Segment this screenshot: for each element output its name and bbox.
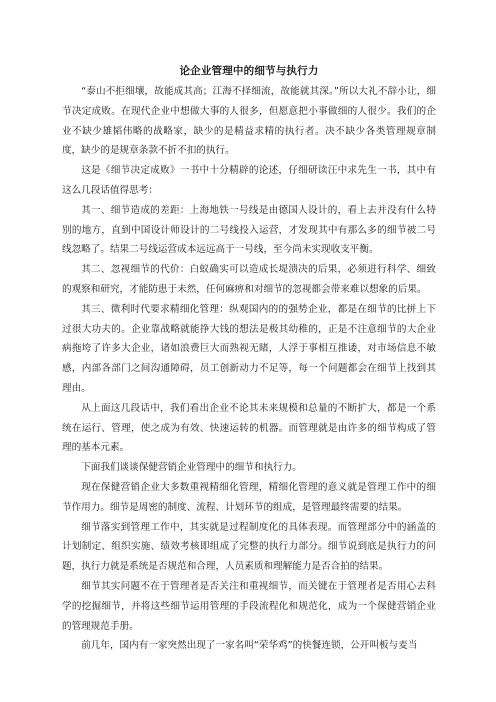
paragraph-point-one: 其一、细节造成的差距：上海地铁一号线是由德国人设计的，看上去并没有什么特别的地方，直到中国设计师设计的二号线投入运营，才发现其中有那么多的细节被二号线忽略了。结果二号线运营成本远远高于一号线，至今尚未实现收支平衡。 xyxy=(62,204,436,256)
paragraph-point-three: 其三、微利时代要求精细化管理：纵观国内的的强势企业，都是在细节的比拼上下过很大功夫的。企业靠战略就能挣大钱的想法是极其幼稚的，正是不注意细节的大企业病拖垮了许多大企业，诸如浪费巨大而熟视无睹，人浮于事相互推诿，对市场信息不敏感，内部各部门之间沟通障碍，员工创新动力不足等，每一个问题都会在细节上找到其理由。 xyxy=(62,303,436,394)
paragraph-ronghua-chicken: 前几年，国内有一家突然出现了一家名叫“荣华鸡”的快餐连锁，公开叫板与麦当 xyxy=(81,640,418,652)
paragraph-refined-management: 现在保健营销企业大多数重视精细化管理，精细化管理的意义就是管理工作中的细节作用力。细节是周密的制度、流程、计划环节的组成，是管理最终需要的结果。 xyxy=(62,481,436,513)
paragraph-manual: 细节其实问题不在于管理者是否关注和重视细节，而关键在于管理者是否用心去科学的挖掘细节，并将这些细节运用管理的手段流程化和规范化，成为一个保健营销企业的管理规范手册。 xyxy=(62,580,436,632)
paragraph-book-intro: 这是《细节决定成败》一书中十分精辟的论述，仔细研读汪中求先生一书，其中有这么几段话值得思考： xyxy=(62,165,436,196)
document-title: 论企业管理中的细节与执行力 xyxy=(179,65,319,77)
paragraph-taishan-quote: “泰山不拒细壤，故能成其高；江海不择细流，故能就其深。”所以大礼不辞小让，细节决定成败。在现代企业中想做大事的人很多，但愿意把小事做细的人很少。我们的企业不缺少雄韬伟略的战略家，缺少的是精益求精的执行者。决不缺少各类管理规章制度，缺少的是规章条款不折不扣的执行。 xyxy=(62,86,436,157)
paragraph-transition: 下面我们谈谈保健营销企业管理中的细节和执行力。 xyxy=(81,462,302,474)
paragraph-point-two: 其二、忽视细节的代价：白蚁确实可以造成长堤溃决的后果，必须进行科学、细致的观察和研究，才能防患于未然，任何麻痹和对细节的忽视都会带来难以想象的后果。 xyxy=(62,264,436,295)
document-body xyxy=(62,64,436,656)
paragraph-system-management: 从上面这几段话中，我们看出企业不论其未来规模和总量的不断扩大，都是一个系统在运行、管理，使之成为有效、快速运转的机器。而管理就是由许多的细节构成了管理的基本元素。 xyxy=(62,402,436,454)
paragraph-execution: 细节落实到管理工作中，其实就是过程制度化的具体表现。而管理部分中的涵盖的计划制定、组织实施、绩效考核即组成了完整的执行力部分。细节说到底是执行力的问题，执行力就是系统是否规范和合理，人员素质和理解能力是否合拍的结果。 xyxy=(62,521,436,573)
